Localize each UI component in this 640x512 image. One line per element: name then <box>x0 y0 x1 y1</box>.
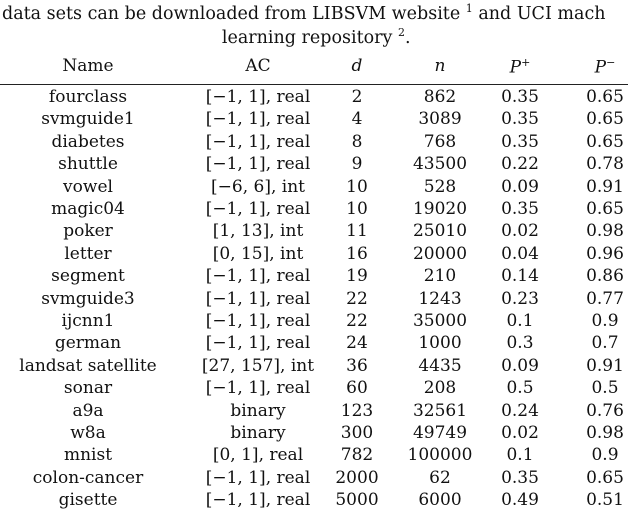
cell-n: 19020 <box>412 199 468 219</box>
cell-ac: [−1, 1], real <box>205 311 311 331</box>
cell-name: segment <box>51 266 125 287</box>
cell-ac: [0, 1], real <box>212 445 304 466</box>
footnote-mark: 1 <box>465 2 473 15</box>
table-row <box>0 311 640 333</box>
cell-n: 49749 <box>412 423 468 443</box>
cell-n: 3089 <box>418 109 462 130</box>
cell-name: colon-cancer <box>32 467 144 488</box>
caption-text: data sets can be downloaded from LIBSVM website <box>2 3 461 24</box>
cell-p-minus: 0.65 <box>586 87 624 107</box>
cell-n: 62 <box>429 467 451 488</box>
header-sup: + <box>521 56 531 69</box>
cell-p-plus: 0.1 <box>506 445 534 466</box>
cell-ac: [−1, 1], real <box>205 154 311 175</box>
table-row <box>0 423 640 445</box>
cell-ac: [−1, 1], real <box>205 199 311 219</box>
cell-p-minus: 0.86 <box>586 266 624 287</box>
cell-p-plus: 0.04 <box>501 243 539 264</box>
cell-p-plus: 0.09 <box>501 355 539 376</box>
header-ac: AC <box>245 56 271 76</box>
cell-p-plus: 0.3 <box>506 333 534 354</box>
caption-line-2 <box>222 26 411 48</box>
cell-d: 123 <box>340 400 374 421</box>
cell-p-plus: 0.35 <box>501 109 539 130</box>
table-row <box>0 221 640 243</box>
cell-d: 300 <box>340 423 374 443</box>
cell-name: magic04 <box>51 199 125 219</box>
cell-d: 22 <box>346 311 368 331</box>
cell-p-minus: 0.65 <box>586 199 624 219</box>
cell-d: 24 <box>346 333 368 354</box>
cell-n: 768 <box>423 131 457 152</box>
cell-ac: [−1, 1], real <box>205 109 311 130</box>
cell-d: 8 <box>351 131 363 152</box>
footnote-mark: 2 <box>397 26 405 39</box>
cell-n: 100000 <box>407 445 473 466</box>
cell-n: 6000 <box>418 490 462 511</box>
cell-name: gisette <box>58 490 118 511</box>
cell-name: a9a <box>72 400 104 421</box>
cell-name: shuttle <box>58 154 118 175</box>
caption-line-1 <box>2 2 606 24</box>
cell-d: 10 <box>346 176 368 197</box>
header-rule <box>0 84 628 85</box>
cell-ac: [0, 15], int <box>212 243 304 264</box>
table-row <box>0 87 640 109</box>
cell-n: 32561 <box>412 400 468 421</box>
cell-p-minus: 0.76 <box>586 400 624 421</box>
cell-p-plus: 0.35 <box>501 199 539 219</box>
cell-ac: [−1, 1], real <box>205 333 311 354</box>
caption-text: and UCI mach <box>478 3 606 24</box>
cell-p-plus: 0.35 <box>501 467 539 488</box>
cell-ac: [−1, 1], real <box>205 288 311 309</box>
cell-ac: [−1, 1], real <box>205 490 311 511</box>
table-row <box>0 378 640 400</box>
cell-n: 862 <box>423 87 457 107</box>
cell-name: ijcnn1 <box>61 311 115 331</box>
cell-name: letter <box>64 243 112 264</box>
table-row <box>0 132 640 154</box>
cell-ac: [1, 13], int <box>212 221 304 242</box>
cell-name: w8a <box>70 423 106 443</box>
cell-p-plus: 0.14 <box>501 266 539 287</box>
cell-p-minus: 0.7 <box>591 333 619 354</box>
cell-p-plus: 0.1 <box>506 311 534 331</box>
cell-name: svmguide1 <box>41 109 135 130</box>
cell-ac: binary <box>230 423 286 443</box>
header-name: Name <box>62 56 114 76</box>
cell-n: 20000 <box>412 243 468 264</box>
cell-name: vowel <box>63 176 113 197</box>
table-row <box>0 468 640 490</box>
cell-ac: [−1, 1], real <box>205 467 311 488</box>
cell-ac: [−1, 1], real <box>205 266 311 287</box>
cell-n: 1000 <box>418 333 462 354</box>
cell-d: 22 <box>346 288 368 309</box>
cell-d: 16 <box>346 243 368 264</box>
cell-name: poker <box>63 221 113 242</box>
cell-name: fourclass <box>48 87 128 107</box>
cell-ac: [−1, 1], real <box>205 131 311 152</box>
caption-text: learning repository <box>221 27 393 48</box>
cell-p-minus: 0.51 <box>586 490 624 511</box>
cell-d: 11 <box>346 221 368 242</box>
cell-d: 60 <box>346 378 368 399</box>
cell-name: svmguide3 <box>41 288 135 309</box>
cell-n: 208 <box>423 378 457 399</box>
header-d: d <box>351 56 363 76</box>
cell-p-minus: 0.65 <box>586 467 624 488</box>
cell-p-minus: 0.91 <box>586 176 624 197</box>
table-row <box>0 244 640 266</box>
cell-n: 1243 <box>418 288 462 309</box>
header-p-text: P <box>594 57 607 78</box>
cell-n: 4435 <box>418 355 462 376</box>
cell-d: 10 <box>346 199 368 219</box>
cell-d: 2 <box>351 87 363 107</box>
cell-d: 782 <box>340 445 374 466</box>
cell-n: 528 <box>423 176 457 197</box>
cell-p-minus: 0.98 <box>586 221 624 242</box>
cell-p-plus: 0.22 <box>501 154 539 175</box>
cell-p-plus: 0.02 <box>501 221 539 242</box>
cell-name: sonar <box>63 378 113 399</box>
table-row <box>0 199 640 221</box>
cell-p-plus: 0.49 <box>501 490 539 511</box>
cell-p-minus: 0.77 <box>586 288 624 309</box>
cell-p-plus: 0.5 <box>506 378 534 399</box>
header-p-minus <box>595 56 616 78</box>
cell-ac: [−1, 1], real <box>205 87 311 107</box>
cell-d: 2000 <box>335 467 379 488</box>
table-row <box>0 333 640 355</box>
cell-name: diabetes <box>51 131 125 152</box>
cell-p-plus: 0.35 <box>501 131 539 152</box>
cell-name: mnist <box>63 445 113 466</box>
cell-p-minus: 0.91 <box>586 355 624 376</box>
header-sup: − <box>606 56 616 69</box>
header-p-plus <box>510 56 531 78</box>
cell-p-plus: 0.24 <box>501 400 539 421</box>
cell-p-minus: 0.65 <box>586 109 624 130</box>
table-row <box>0 356 640 378</box>
table-row <box>0 401 640 423</box>
cell-p-plus: 0.09 <box>501 176 539 197</box>
cell-ac: [−6, 6], int <box>211 176 305 197</box>
header-p-text: P <box>509 57 522 78</box>
cell-p-minus: 0.5 <box>591 378 619 399</box>
cell-p-plus: 0.23 <box>501 288 539 309</box>
table-row <box>0 109 640 131</box>
cell-p-plus: 0.02 <box>501 423 539 443</box>
cell-p-minus: 0.65 <box>586 131 624 152</box>
header-n: n <box>434 56 446 76</box>
cell-p-plus: 0.35 <box>501 87 539 107</box>
cell-ac: [27, 157], int <box>201 355 315 376</box>
cell-n: 35000 <box>412 311 468 331</box>
cell-n: 210 <box>423 266 457 287</box>
cell-name: german <box>54 333 122 354</box>
table-row <box>0 154 640 176</box>
cell-p-minus: 0.78 <box>586 154 624 175</box>
cell-d: 19 <box>346 266 368 287</box>
table-row <box>0 177 640 199</box>
table-header <box>0 56 640 78</box>
cell-name: landsat satellite <box>19 355 157 376</box>
table-row <box>0 490 640 512</box>
cell-p-minus: 0.98 <box>586 423 624 443</box>
table-row <box>0 266 640 288</box>
cell-d: 36 <box>346 355 368 376</box>
cell-n: 25010 <box>412 221 468 242</box>
cell-d: 5000 <box>335 490 379 511</box>
cell-ac: [−1, 1], real <box>205 378 311 399</box>
cell-n: 43500 <box>412 154 468 175</box>
table-row <box>0 289 640 311</box>
cell-p-minus: 0.96 <box>586 243 624 264</box>
cell-d: 4 <box>351 109 363 130</box>
cell-p-minus: 0.9 <box>591 445 619 466</box>
cell-p-minus: 0.9 <box>591 311 619 331</box>
table-row <box>0 445 640 467</box>
cell-ac: binary <box>230 400 286 421</box>
cell-d: 9 <box>351 154 363 175</box>
caption-text: . <box>404 27 411 48</box>
